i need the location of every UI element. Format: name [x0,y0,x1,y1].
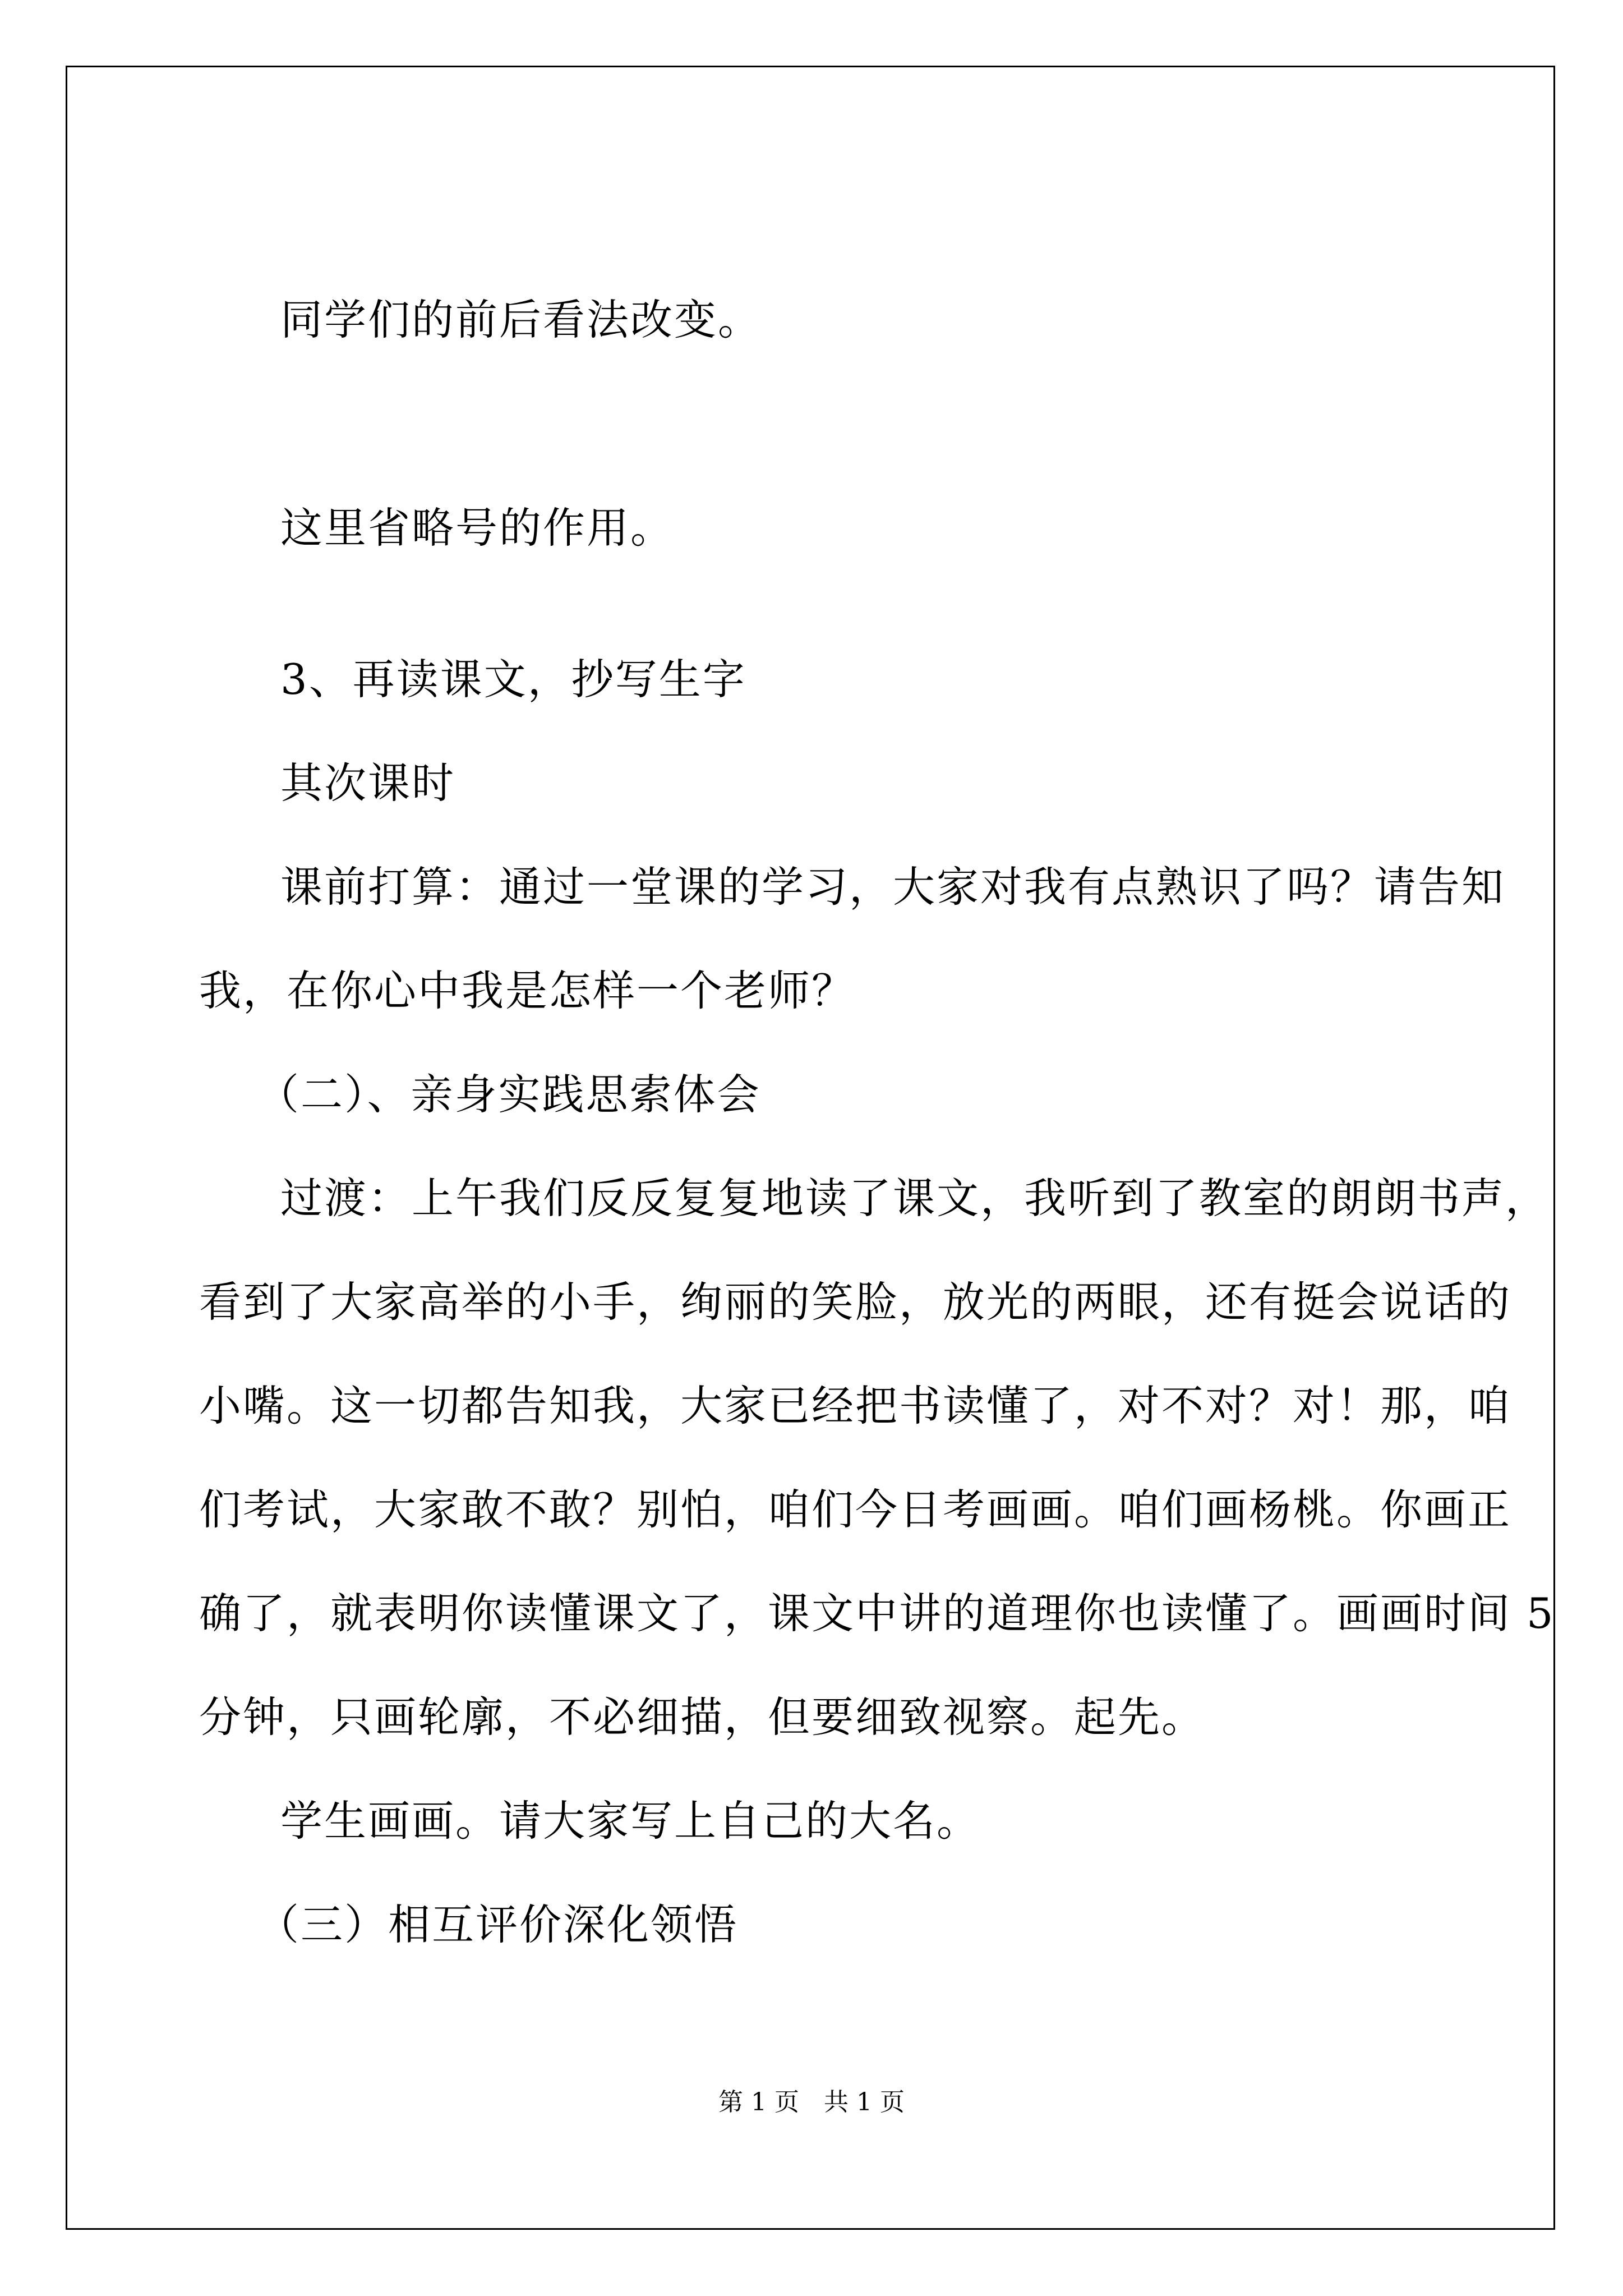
paragraph-line: 们考试，大家敢不敢？别怕，咱们今日考画画。咱们画杨桃。你画正 [199,1485,1512,1534]
paragraph-line: 确了，就表明你读懂课文了，课文中讲的道理你也读懂了。画画时间 5 [199,1589,1555,1638]
paragraph-line: 分钟，只画轮廓，不必细描，但要细致视察。起先。 [199,1692,1206,1742]
section-heading: （二）、亲身实践思索体会 [257,1070,761,1119]
paragraph-line: 过渡：上午我们反反复复地读了课文，我听到了教室的朗朗书声， [280,1174,1550,1223]
paragraph-line: 学生画画。请大家写上自己的大名。 [280,1796,981,1846]
paragraph-line: 小嘴。这一切都告知我，大家已经把书读懂了，对不对？对！那，咱 [199,1381,1512,1430]
paragraph-line: 这里省略号的作用。 [280,503,675,553]
section-heading: 其次课时 [280,758,456,808]
paragraph-line: 3、再读课文，抄写生字 [280,655,746,704]
section-heading: （三）相互评价深化领悟 [257,1900,739,1949]
paragraph-line: 我，在你心中我是怎样一个老师？ [199,966,856,1015]
paragraph-line: 同学们的前后看法改变。 [280,295,762,344]
paragraph-line: 课前打算：通过一堂课的学习，大家对我有点熟识了吗？请告知 [280,862,1506,912]
paragraph-line: 看到了大家高举的小手，绚丽的笑脸，放光的两眼，还有挺会说话的 [199,1277,1512,1327]
page-footer: 第 1 页 共 1 页 [718,2088,905,2116]
